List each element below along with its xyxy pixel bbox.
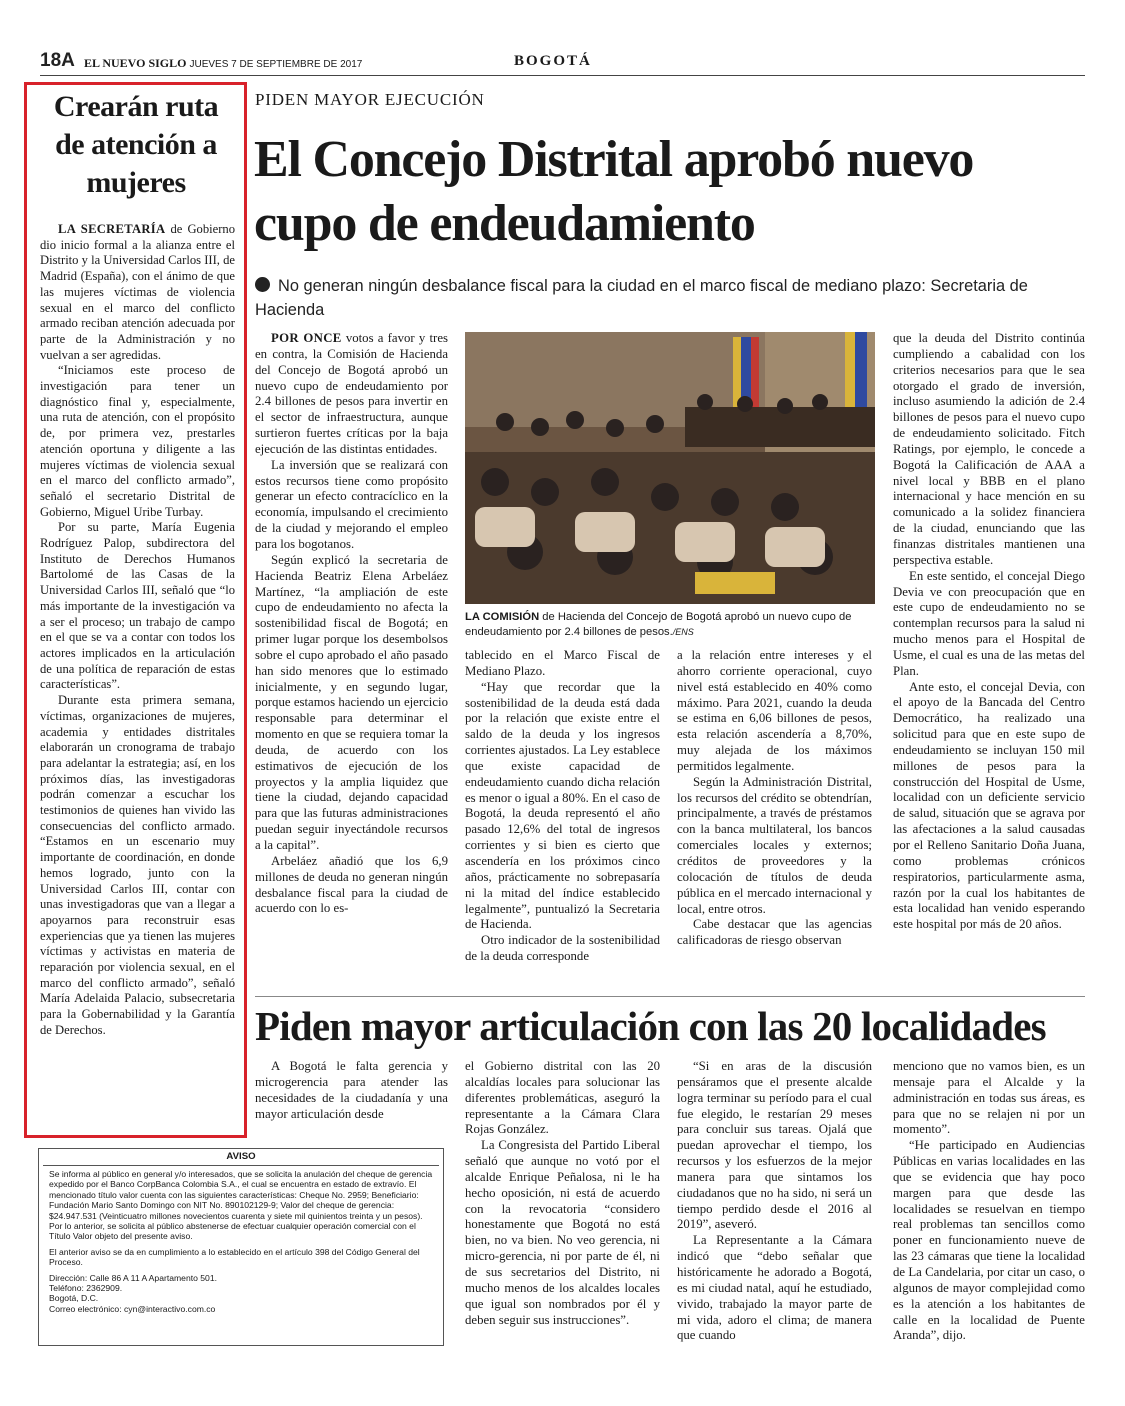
- article-paragraph: “Hay que recordar que la sostenibilidad de la deuda está dada por la relación que existe entre el saldo de la deuda y los ingresos corrientes ajustados. La Ley establece que existe capacidad de endeudamiento cuando dicha relación es menor o igual a 80%. En el caso de Bogotá, la deuda representó el año pasado 12,6% del total de ingresos corrientes y si bien es cierto que ascendería en los próximos cinco años, prácticamente no sobrepasaría ni la mitad del índice establecido legalmente”, puntualizó la Secretaria de Hacienda.: [465, 679, 660, 932]
- publication-name: EL NUEVO SIGLO: [84, 56, 187, 70]
- notice-title: AVISO: [226, 1151, 256, 1162]
- section-name: BOGOTÁ: [514, 53, 592, 69]
- article-paragraph: “Si en aras de la discusión pensáramos que el presente alcalde logra terminar su período para el cual fue elegido, le restarían 29 meses para concluir sus tareas. Ojalá que puedan aprovechar el tiempo, los recursos y los esfuerzos de la mejor manera para que sintamos los ciudadanos que no ha sido, ni será un tiempo perdido desde el 2016 al 2019”, aseveró.: [677, 1059, 872, 1232]
- article-paragraph: el Gobierno distrital con las 20 alcaldías locales para solucionar las diferentes problemáticas, aseguró la representante a la Cámara Clara Rojas González.: [465, 1059, 660, 1137]
- sidebar-lead: LA SECRETARÍA: [58, 222, 166, 236]
- article-paragraph: Ante esto, el concejal Devia, con el apoyo de la Bancada del Centro Democrático, ha realizado una solicitud para que en este supo de endeudamiento se incluyan 150 mil millones de pesos para la construcción del Hospital de Usme, localidad con un deficiente servicio de salud, situación que se agrava por las afectaciones a la salud causadas por el Relleno Sanitario Doña Juana, como problemas crónicos respiratorios, particularmente asma, razón por la cual los habitantes de esta localidad han venido esperando este hospital por más de 20 años.: [893, 679, 1085, 932]
- sidebar-paragraph: [40, 222, 235, 363]
- sidebar-paragraph: Durante esta primera semana, víctimas, organizaciones de mujeres, academia y entidades distritales elaborarán un cronograma de trabajo para adelantar la estrategia; así, en los próximos días, las investigadoras podrán comenzar a escuchar los testimonios de quienes han vivido las consecuencias del conflicto armado. “Estamos en un escenario muy importante de coordinación, en donde hemos logrado, junto con la Universidad Carlos III, contar con unas investigadoras que van a llegar a apoyarnos para reconstruir esas experiencias que ya tienen las mujeres víctimas y activistas en materia de reparación por violencia sexual, en el marco del conflicto armado”, señaló María Adelaida Palacio, subsecretaria para la Gobernabilidad y la Garantía de Derechos.: [40, 693, 235, 1037]
- article-paragraph: Otro indicador de la sostenibilidad de la deuda corresponde: [465, 933, 660, 964]
- article-paragraph: En este sentido, el concejal Diego Devia ve con preocupación que en este cupo de endeudamiento no se contemplan recursos para la salud ni mucho menos para el Hospital de Usme, el cual es una de las metas del Plan.: [893, 568, 1085, 678]
- sidebar-text: de Gobierno dio inicio formal a la alianza entre el Distrito y la Universidad Carlos III, de Madrid (España), con el ánimo de que las mujeres víctimas de violencia sexual en el marco del conflicto armado reciban atención adecuada por parte de la Administración y no vuelvan a ser agredidas.: [40, 222, 236, 362]
- article-paragraph: a la relación entre intereses y el ahorro corriente operacional, cuyo nivel está establecido en 40% como máximo. Para 2021, cuando la deuda se estima en 6,06 billones de pesos, esta relación ascendería a 8,70%, muy alejada de los máximos permitidos legalmente.: [677, 648, 872, 773]
- page-number: 18A: [40, 50, 75, 71]
- story-divider: [255, 996, 1085, 997]
- story2-column-2: [465, 1059, 660, 1328]
- story2-column-3: [677, 1059, 872, 1344]
- story2-column-1: [255, 1059, 448, 1122]
- notice-address: Dirección: Calle 86 A 11 A Apartamento 501.: [49, 1272, 218, 1283]
- notice-email: Correo electrónico: cyn@interactivo.com.co: [49, 1303, 216, 1314]
- second-headline: Piden mayor articulación con las 20 localidades: [255, 1003, 1046, 1049]
- news-photo: [465, 332, 875, 604]
- article-column-1: [255, 331, 448, 917]
- sidebar-title: Crearán ruta de atención a mujeres: [53, 90, 219, 199]
- article-paragraph: que la deuda del Distrito continúa cumpliendo a cabalidad con los criterios necesarios para que le sea otorgado el grado de inversión, incluso asumiendo la adición de 2.4 billones de pesos para el nuevo cupo de endeudamiento solicitado. Fitch Ratings, por ejemplo, le concede a Bogotá la Calificación de AAA a nivel local y BBB en el plano internacional y hace mención en su comunicado a la solidez financiera de la ciudad, enunciando que las finanzas distritales mantienen una perspectiva estable.: [893, 331, 1085, 567]
- header-rule: [40, 75, 1085, 76]
- notice-body: [49, 1169, 433, 1314]
- article-column-4: [893, 331, 1085, 933]
- issue-date: JUEVES 7 DE SEPTIEMBRE DE 2017: [189, 59, 363, 70]
- article-column-3: [677, 648, 872, 949]
- article-paragraph: Según explicó la secretaria de Hacienda Beatriz Elena Arbeláez Martínez, “la ampliación de este cupo de endeudamiento no afecta la sostenibilidad fiscal de Bogotá; en primer lugar porque los desembolsos sobre el cupo aprobado el año pasado han sido menores que lo estimado inicialmente, y en segundo lugar, porque estamos haciendo un ejercicio responsable para determinar el momento en que se requiera tomar la deuda, de acuerdo con los estimativos de ejecución de los proyectos y la amplia liquidez que tiene la ciudad, dejando capacidad para que las futuras administraciones puedan seguir inyectándole recursos a la capital”.: [255, 552, 448, 852]
- masthead: [84, 56, 362, 71]
- article-paragraph: Cabe destacar que las agencias calificadoras de riesgo observan: [677, 917, 872, 948]
- article-paragraph: La Representante a la Cámara indicó que “debo señalar que históricamente he adorado a Bogotá, es mi ciudad natal, aquí he estudiado, vivido, trabajado la mayor parte de mi vida, adoro el clima; de manera que cuando: [677, 1233, 872, 1343]
- article-paragraph: A Bogotá le falta gerencia y microgerencia para atender las necesidades de la ciudadanía y una mayor articulación desde: [255, 1059, 448, 1121]
- article-paragraph: [255, 331, 448, 458]
- notice-paragraph: El anterior aviso se da en cumplimiento a lo establecido en el artículo 398 del Código General del Proceso.: [49, 1246, 420, 1268]
- sidebar-body: [40, 222, 235, 1039]
- article-paragraph: La Congresista del Partido Liberal señaló que aunque no votó por el alcalde Enrique Peñalosa, ni le ha hecho oposición, ni está de acuerdo con la revocatoria “considero honestamente que Bogotá no está bien, no va bien. No veo gerencia, ni micro-gerencia, ni por parte de él, ni de sus secretarios del Distrito, ni mucho menos de los alcaldes locales que igual son nombrados por él y deben seguir sus instrucciones”.: [465, 1138, 660, 1327]
- sidebar-paragraph: Por su parte, María Eugenia Rodríguez Palop, subdirectora del Instituto de Derechos Humanos Bartolomé de las Casas de la Universidad Carlos III, señaló que “lo más importante de la investigación va a ser el proceso; un trabajo de campo en el que se va a contar con todos los actores implicados en la articulación de una política de reparación de estas características”.: [40, 520, 235, 692]
- article-paragraph: menciono que no vamos bien, es un mensaje para el Alcalde y la administración en todas sus áreas, es para que no se relajen ni por un momento”.: [893, 1059, 1085, 1137]
- story2-column-4: [893, 1059, 1085, 1344]
- notice-paragraph: Se informa al público en general y/o interesados, que se solicita la anulación del cheque de gerencia expedido por el Banco CorpBanca Colombia S.A., el cual se encuentra en estado de extravío. El mencionado título valor cuenta con las siguientes características: Cheque No. 2959; Beneficiario: Fundación Mario Santo Domingo con NIT No. 890102129-9; Valor del cheque de gerencia: $24.947.531 (Veinticuatro millones novecientos cuarenta y siete mil quinientos treinta y un pesos). Por lo anterior, se solicita al público abstenerse de efectuar cualquier operación comercial con el Título Valor objeto del presente aviso.: [49, 1169, 433, 1242]
- article-paragraph: tablecido en el Marco Fiscal de Mediano Plazo.: [465, 648, 660, 678]
- notice-rule: [43, 1165, 439, 1166]
- bullet-icon: [255, 277, 270, 292]
- main-headline: El Concejo Distrital aprobó nuevo cupo de endeudamiento: [254, 131, 974, 252]
- article-paragraph: La inversión que se realizará con estos recursos tiene como propósito generar un efecto contracíclico en la economía, impulsando el crecimiento de la ciudad y mejorando el empleo para los bogotanos.: [255, 457, 448, 551]
- legal-notice-box: [38, 1148, 444, 1346]
- sidebar-paragraph: “Iniciamos este proceso de investigación para tener un diagnóstico final y, especialmente, una ruta de atención, con el propósito de, por primera vez, prestarles atención oportuna y diligente a las mujeres víctimas de violencia sexual en el marco del conflicto armado”, señaló el secretario Distrital de Gobierno, Miguel Uribe Turbay.: [40, 363, 235, 519]
- article-column-2: [465, 648, 660, 965]
- caption-lead: LA COMISIÓN: [465, 611, 540, 623]
- notice-phone: Teléfono: 2362909.: [49, 1283, 123, 1294]
- council-session-photo: [465, 332, 875, 604]
- photo-credit: /ENS: [672, 627, 694, 637]
- deck: [255, 274, 1055, 322]
- kicker: PIDEN MAYOR EJECUCIÓN: [255, 90, 485, 109]
- caption-text: de Hacienda del Concejo de Bogotá aprobó un nuevo cupo de endeudamiento por 2.4 billones de pesos.: [465, 611, 852, 638]
- photo-caption: [465, 610, 875, 640]
- notice-city: Bogotá, D.C.: [49, 1293, 99, 1304]
- deck-text: No generan ningún desbalance fiscal para la ciudad en el marco fiscal de mediano plazo: Secretaria de Hacienda: [255, 277, 1028, 319]
- article-paragraph: Según la Administración Distrital, los recursos del crédito se obtendrían, principalmente, a través de préstamos con la banca multilateral, los bancos comerciales locales y externos; créditos de proveedores y la colocación de títulos de deuda pública en el mercado internacional y local, entre otros.: [677, 774, 872, 916]
- article-paragraph: Arbeláez añadió que los 6,9 millones de deuda no generan ningún desbalance fiscal para la ciudad de acuerdo con lo es-: [255, 853, 448, 916]
- article-paragraph: “He participado en Audiencias Públicas en varias localidades en las que se evidencia que hay poco margen para que desde las localidades se resuelvan en tiempo real problemas tan sencillos como poner en funcionamiento nueve de las 23 cámaras que tiene la localidad de La Candelaria, por citar un caso, o algunos de mayor complejidad como es la atención a los habitantes de calle en la localidad de Puente Aranda”, dijo.: [893, 1138, 1085, 1343]
- article-text: votos a favor y tres en contra, la Comisión de Hacienda del Concejo de Bogotá aprobó un nuevo cupo de endeudamiento por 2.4 billones de pesos para invertir en el sector de infraestructura, aunque surtieron fuertes críticas por la baja ejecución de las distintas entidades.: [255, 331, 448, 456]
- article-lead: POR ONCE: [271, 331, 342, 345]
